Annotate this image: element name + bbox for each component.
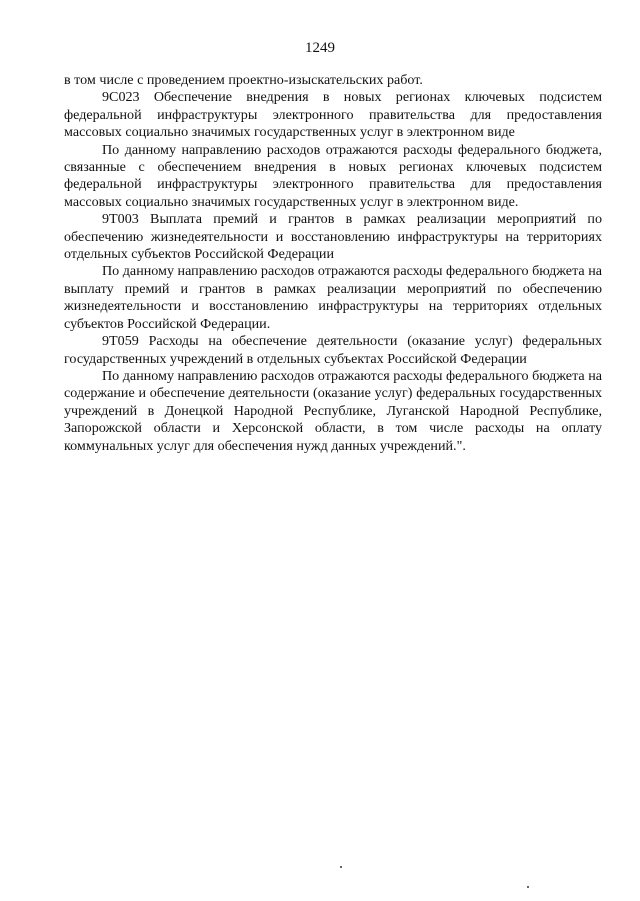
paragraph-heading-9t059: 9Т059 Расходы на обеспечение деятельности (оказание услуг) федеральных государственных учреждений в отдельных субъектах Российской Федерации — [64, 333, 602, 367]
document-body — [64, 72, 602, 455]
page-number: 1249 — [305, 40, 335, 56]
paragraph-heading-9t003: 9Т003 Выплата премий и грантов в рамках реализации мероприятий по обеспечению жизнедеятельности и восстановлению инфраструктуры на территориях отдельных субъектов Российской Федерации — [64, 211, 602, 263]
paragraph-description-9t003: По данному направлению расходов отражаются расходы федерального бюджета на выплату премий и грантов в рамках реализации мероприятий по обеспечению жизнедеятельности и восстановлению инфраструктуры на территориях отдельных субъектов Российской Федерации. — [64, 263, 602, 332]
paragraph-description-9c023: По данному направлению расходов отражаются расходы федерального бюджета, связанные с обеспечением внедрения в новых регионах ключевых подсистем федеральной инфраструктуры электронного правительства для предоставления массовых социально значимых государственных услуг в электронном виде. — [64, 141, 602, 210]
paragraph-heading-9c023: 9С023 Обеспечение внедрения в новых регионах ключевых подсистем федеральной инфраструктуры электронного правительства для предоставления массовых социально значимых государственных услуг в электронном виде — [64, 89, 602, 141]
paragraph-description-9t059: По данному направлению расходов отражаются расходы федерального бюджета на содержание и обеспечение деятельности (оказание услуг) федеральных государственных учреждений в Донецкой Народной Республике, Луганской Народной Республике, Запорожской области и Херсонской области, в том числе расходы на оплату коммунальных услуг для обеспечения нужд данных учреждений.". — [64, 367, 602, 454]
scan-speck — [340, 866, 342, 868]
paragraph-continuation: в том числе с проведением проектно-изыскательских работ. — [64, 72, 423, 88]
scan-speck — [527, 886, 529, 888]
